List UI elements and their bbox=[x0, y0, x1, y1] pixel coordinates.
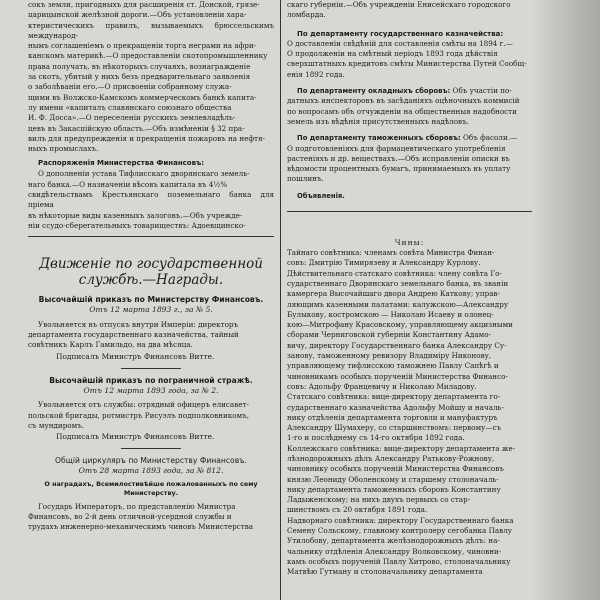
text-line: по вопросамъ объ отчужденіи на общественныя надобности bbox=[287, 106, 517, 116]
order1-date: Отъ 12 марта 1893 г., за № 5. bbox=[89, 305, 213, 315]
text-line: Булыкову, костромскою — Николаю Исаеву и олонец- bbox=[287, 309, 494, 319]
ranks-body bbox=[287, 248, 532, 578]
treasury-lines bbox=[287, 39, 532, 80]
circular-title: Общій циркуляръ по Министерству Финансовъ. bbox=[55, 456, 247, 466]
order1-signature: Подписалъ Министръ Финансовъ Витте. bbox=[56, 351, 215, 361]
text-line: ломбарда. bbox=[287, 10, 326, 20]
text-line: чиновникамъ особыхъ порученій Министерства Финансо- bbox=[287, 371, 508, 381]
text-line: лѣзнодорожныхъ дѣлъ Александру Ратькову-Рожнову, bbox=[287, 453, 495, 463]
treasury-section bbox=[287, 29, 532, 80]
text-line: Семену Сольскому, главному контролеру сегобанка Павлу bbox=[287, 526, 513, 536]
text-line: за скотъ, убитый у нихъ безъ предварительнаго заявленія bbox=[28, 72, 251, 82]
orders-heading: Распоряженія Министерства Финансовъ: bbox=[38, 159, 205, 168]
order1-body bbox=[28, 320, 274, 351]
taxes-heading: По департаменту окладныхъ сборовъ: bbox=[297, 87, 451, 96]
customs-heading: По департаменту таможенныхъ сборовъ: bbox=[297, 134, 461, 143]
text-line: чиновнику особыхъ порученій Министерства Финансовъ bbox=[287, 464, 504, 474]
text-line: нику департамента таможенныхъ сборовъ Константину bbox=[287, 484, 501, 494]
text-line: права получать, въ нѣкоторыхъ случаяхъ, вознагражденіе bbox=[28, 61, 251, 71]
text-line: вѣдомости процентныхъ бумагъ, принимаемыхъ въ уплату bbox=[287, 164, 511, 174]
text-line: О продолженіи на смѣтный періодъ 1893 года дѣйствія bbox=[287, 49, 498, 59]
circular-date: Отъ 28 марта 1893 года, за № 812. bbox=[78, 466, 224, 476]
text-line: сверхштатныхъ кредитовъ смѣты Министерства Путей Сообщ- bbox=[287, 59, 527, 69]
main-title-line-1: Движеніе по государственной bbox=[39, 256, 263, 273]
text-line: ктеристическихъ правилъ, вызываемыхъ брюссельскимъ международ- bbox=[28, 20, 274, 40]
taxes-section bbox=[287, 86, 532, 127]
text-line: свидѣтельствамъ Крестьянскаго поземельнаго банка для пріема bbox=[28, 190, 274, 210]
right-top-paragraph bbox=[287, 0, 532, 21]
text-line: И. Ф. Досса».—О переселеніи русскихъ землевладѣль- bbox=[28, 113, 236, 123]
text-line: Увольняется отъ службы: отрядный офицеръ елисавет- bbox=[38, 400, 249, 410]
text-line: О дополненіи устава Тифлисскаго дворянскаго земель- bbox=[38, 169, 250, 179]
order-divider bbox=[121, 368, 181, 369]
text-line: совъ: Адольфу Францевичу и Николаю Миладову. bbox=[287, 381, 477, 391]
section-rule-right bbox=[287, 211, 532, 212]
text-line: пошлинъ. bbox=[287, 174, 324, 184]
text-line: чальнику отдѣленія Александру Волковскому, чиновни- bbox=[287, 546, 502, 556]
page-edge-shadow bbox=[532, 0, 600, 600]
text-line: Финансовъ, во 2-й день отличной-усердной службы и bbox=[28, 512, 232, 522]
orders-paragraph bbox=[28, 169, 274, 231]
text-line: царицынской желѣзной дороги.—Объ установленіи хара- bbox=[28, 10, 247, 20]
text-line: нику отдѣленія департамента торговли и мануфактуръ bbox=[287, 412, 498, 422]
text-line: Утилобову, департамента желѣзнодорожныхъ дѣлъ: на- bbox=[287, 536, 500, 546]
text-line: О доставленіи свѣдѣній для составленія смѣты на 1894 г.— bbox=[287, 38, 513, 48]
text-line: ніи ссудо-сберегательныхъ товариществъ: Адоевщинско- bbox=[28, 220, 246, 230]
text-line: сборами Черниговской губерніи Константину Адамо- bbox=[287, 330, 491, 340]
text-line: трудахъ инженерно-механическимъ чиновъ Министерства bbox=[28, 522, 254, 532]
order2-body bbox=[28, 400, 274, 431]
text-line: кою—Митрофану Красовскому, управляющему акцизными bbox=[287, 320, 513, 330]
text-line: датныхъ инспекторовъ въ засѣданіяхъ оцѣночныхъ коммисій bbox=[287, 96, 520, 106]
text-line: Увольняется въ отпускъ внутри Имперіи: директоръ bbox=[38, 319, 239, 329]
text-line: Надворнаго совѣтника: директору Государственнаго банка bbox=[287, 515, 514, 525]
text-line: енія 1892 года. bbox=[287, 69, 345, 79]
right-column bbox=[287, 0, 532, 600]
text-line: вилъ для предупрежденія и прекращенія пожаровъ на нефтя- bbox=[28, 133, 265, 143]
left-top-paragraph bbox=[28, 0, 274, 154]
text-line: нымъ соглашеніемъ о прекращеніи торга неграми на афри- bbox=[28, 41, 257, 51]
section-rule bbox=[28, 236, 274, 237]
order1-title: Высочайшій приказъ по Министерству Финансовъ. bbox=[38, 295, 264, 305]
text-line: департамента государственнаго казначейства, тайный bbox=[28, 330, 239, 340]
text-line: совъ: Дмитрію Тимирязеву и Александру Курлову. bbox=[287, 258, 481, 268]
text-line: Государь Императоръ, по представленію Министра bbox=[38, 501, 236, 511]
text-line: Александру Шумахеру, со старшинствомъ: первому—съ bbox=[287, 423, 502, 433]
left-column bbox=[28, 0, 274, 600]
text-line: канскомъ материкѣ.—О предоставленіи скотопромышленнику bbox=[28, 51, 268, 61]
text-line: Дѣйствительнаго статскаго совѣтника: члену совѣта Го- bbox=[287, 268, 502, 278]
customs-first-line: Объ фасоли.— bbox=[463, 133, 518, 143]
text-line: лу имени «капиталъ славянскаго союзнаго общества bbox=[28, 102, 232, 112]
text-line: сударственнаго казначейства Адольфу Мойшу и началь- bbox=[287, 402, 504, 412]
main-title-line-2: службѣ.—Награды. bbox=[78, 272, 224, 289]
column-divider bbox=[280, 0, 281, 600]
awards-title-line-1: О наградахъ, Всемилостивѣйше пожалованныхъ по сему bbox=[44, 479, 258, 488]
taxes-first-line: Объ участіи по- bbox=[452, 86, 512, 96]
text-line: камъ особыхъ порученій Павлу Хитрово, столоначальнику bbox=[287, 556, 511, 566]
text-line: сокъ земли, пригодныхъ для расширенія ст. Донской, грязе- bbox=[28, 0, 260, 9]
text-line: ныхъ промыслахъ. bbox=[28, 144, 99, 154]
text-line: Статскаго совѣтника: вице-директору департамента го- bbox=[287, 392, 501, 402]
text-line: управляющему тифлисскою таможнею Павлу Сапѣгѣ и bbox=[287, 361, 499, 371]
taxes-lines bbox=[287, 96, 532, 127]
text-line: князю Леониду Оболенскому и старшему столоначаль- bbox=[287, 474, 499, 484]
text-line: земель изъ вѣдѣнія присутственныхъ надѣловъ. bbox=[287, 116, 469, 126]
awards-title-line-2: Министерству. bbox=[123, 488, 179, 497]
text-line: скаго губерніи.—Объ учрежденіи Енисейскаго городского bbox=[287, 0, 511, 9]
text-line: польской бригады, ротмистръ Рисуэлъ подполковникомъ, bbox=[28, 410, 250, 420]
text-line: щими въ Волжско-Камскомъ коммерческомъ банкѣ капита- bbox=[28, 92, 257, 102]
text-line: Ладыженскому; на нихъ двухъ первыхъ со стар- bbox=[287, 495, 471, 505]
customs-section bbox=[287, 133, 532, 184]
order2-date: Отъ 12 марта 1893 года, за № 2. bbox=[83, 385, 219, 395]
order2-signature: Подписалъ Министръ Финансовъ Витте. bbox=[56, 432, 215, 442]
text-line: ляющимъ казенными палатами: калужскою—Александру bbox=[287, 299, 509, 309]
text-line: съ мундиромъ. bbox=[28, 420, 85, 430]
announcements-label: Объявленія. bbox=[297, 191, 345, 200]
text-line: Коллежскаго совѣтника: вице-директору департамента же- bbox=[287, 443, 516, 453]
text-line: шинствомъ съ 20 октября 1891 года. bbox=[287, 505, 428, 515]
text-line: занову, таможенному ревизору Владиміру Никонову, bbox=[287, 351, 492, 361]
text-line: цевъ въ Закаспійскую область.—Объ измѣненіи § 32 пра- bbox=[28, 123, 245, 133]
awards-paragraph bbox=[28, 502, 274, 533]
order-divider-2 bbox=[121, 448, 181, 449]
text-line: вичу, директору Государственнаго банка Александру Су- bbox=[287, 340, 507, 350]
text-line: камергера Высочайшаго двора Андрею Каткову; управ- bbox=[287, 289, 500, 299]
text-line: растеніяхъ и др. веществахъ.—Объ исправленіи описки въ bbox=[287, 153, 510, 163]
text-line: совѣтникъ Карлъ Гамильдо, на два мѣсяца. bbox=[28, 340, 193, 350]
text-line: сударственнаго Дворянскаго земельнаго банка, въ званіи bbox=[287, 278, 509, 288]
text-line: Тайнаго совѣтника: членамъ совѣта Министра Финан- bbox=[287, 248, 495, 258]
customs-lines bbox=[287, 144, 532, 185]
treasury-heading: По департаменту государственнаго казначейства: bbox=[297, 29, 504, 38]
ranks-heading: Чины: bbox=[394, 238, 425, 248]
order2-title: Высочайшій приказъ по пограничной стражѣ. bbox=[49, 375, 253, 385]
text-line: Матвѣю Гутману и столоначальнику департамента bbox=[287, 567, 483, 577]
text-line: въ нѣкоторые виды казенныхъ залоговъ.—Объ учрежде- bbox=[28, 210, 243, 220]
text-line: наго банка.—О назначеніи вѣсовъ капитала въ 4½% bbox=[28, 179, 228, 189]
text-line: о заболѣваніи его.—О присвоеніи собранному служа- bbox=[28, 82, 232, 92]
text-line: 1-го и послѣднему съ 14-го октября 1892 года. bbox=[287, 433, 465, 443]
text-line: О подготовленіяхъ для фармацевтическаго употребленія bbox=[287, 143, 506, 153]
